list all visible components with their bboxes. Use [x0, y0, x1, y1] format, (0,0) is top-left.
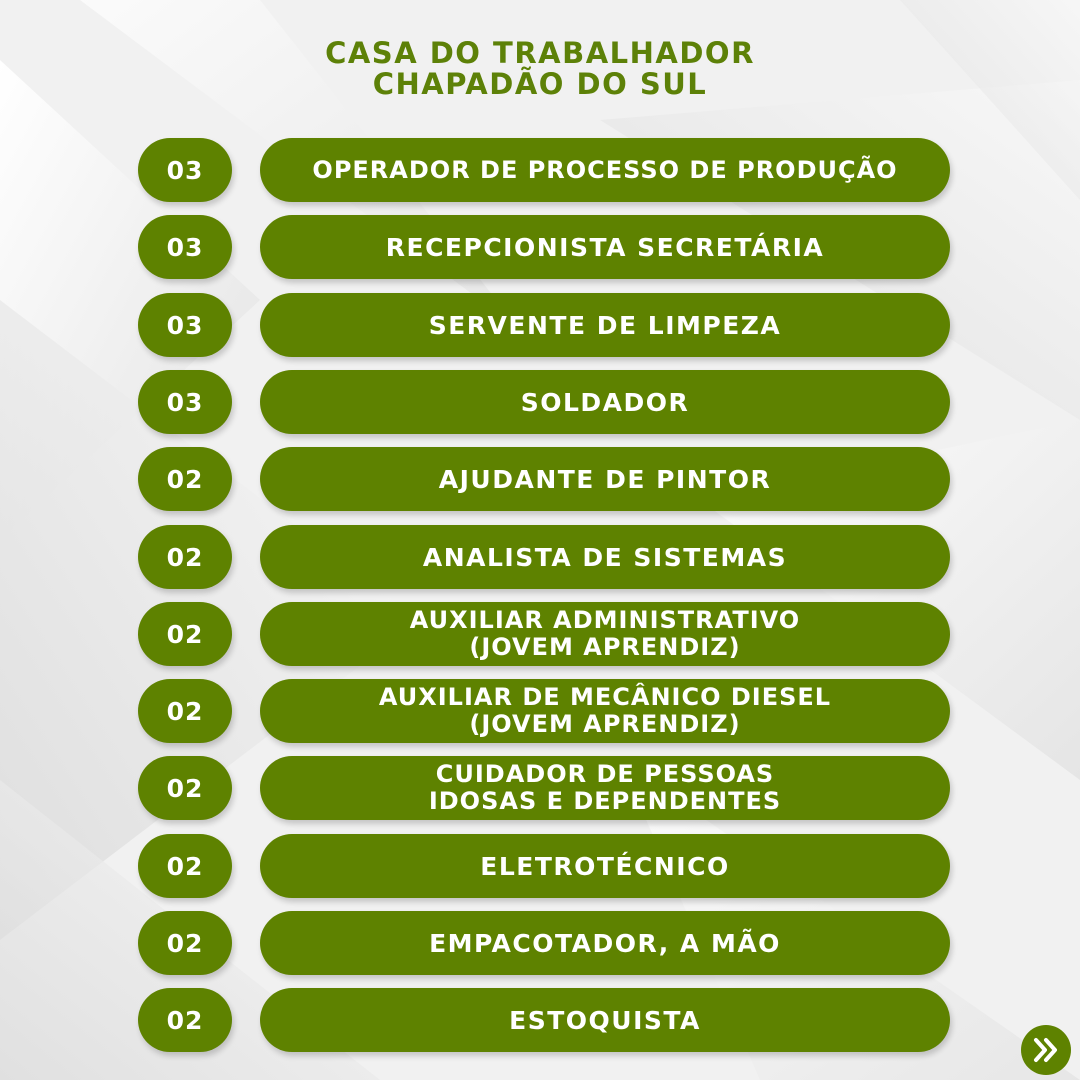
title-line-1: CASA DO TRABALHADOR [325, 36, 755, 70]
job-title-pill [260, 525, 950, 589]
job-row [138, 138, 952, 202]
job-title-line: ESTOQUISTA [509, 1005, 701, 1035]
job-count-badge: 02 [138, 602, 232, 666]
job-row [138, 293, 952, 357]
job-row [138, 834, 952, 898]
title-line-2: CHAPADÃO DO SUL [372, 67, 708, 101]
job-row [138, 525, 952, 589]
job-title-line: ANALISTA DE SISTEMAS [422, 542, 788, 572]
job-title-line: AUXILIAR DE MECÂNICO DIESEL [378, 683, 832, 711]
job-title-pill [260, 293, 950, 357]
job-title-line: SERVENTE DE LIMPEZA [428, 310, 782, 340]
job-title-line: OPERADOR DE PROCESSO DE PRODUÇÃO [312, 155, 898, 184]
job-count-badge: 02 [138, 525, 232, 589]
next-button[interactable] [1021, 1025, 1071, 1075]
job-title-pill [260, 215, 950, 279]
job-count-badge: 02 [138, 988, 232, 1052]
job-row [138, 911, 952, 975]
job-row [138, 679, 952, 743]
job-title-pill [260, 988, 950, 1052]
job-title-line: AUXILIAR ADMINISTRATIVO [409, 606, 801, 634]
job-count-badge: 02 [138, 679, 232, 743]
job-count-badge: 03 [138, 370, 232, 434]
job-count-badge: 02 [138, 447, 232, 511]
job-title-pill [260, 834, 950, 898]
job-title-line: (JOVEM APRENDIZ) [469, 710, 741, 738]
job-row [138, 370, 952, 434]
job-count-badge: 02 [138, 834, 232, 898]
job-count-badge: 03 [138, 293, 232, 357]
job-row [138, 215, 952, 279]
job-title-pill [260, 911, 950, 975]
job-row [138, 602, 952, 666]
job-title-line: EMPACOTADOR, A MÃO [429, 928, 781, 958]
job-title-pill [260, 370, 950, 434]
job-count-badge: 02 [138, 756, 232, 820]
double-chevron-right-icon [1029, 1033, 1063, 1067]
job-title-line: AJUDANTE DE PINTOR [438, 464, 772, 494]
job-row [138, 988, 952, 1052]
job-count-badge: 02 [138, 911, 232, 975]
job-title-line: SOLDADOR [520, 387, 690, 417]
job-title-pill [260, 447, 950, 511]
job-title-pill [260, 756, 950, 820]
job-title-line: RECEPCIONISTA SECRETÁRIA [385, 232, 825, 262]
job-row [138, 756, 952, 820]
job-title-pill [260, 602, 950, 666]
job-count-badge: 03 [138, 215, 232, 279]
job-title-line: ELETROTÉCNICO [480, 851, 730, 881]
job-row [138, 447, 952, 511]
job-title-line: CUIDADOR DE PESSOAS [435, 760, 775, 788]
job-title-line: (JOVEM APRENDIZ) [469, 633, 741, 661]
job-title-pill [260, 679, 950, 743]
job-count-badge: 03 [138, 138, 232, 202]
job-title-pill [260, 138, 950, 202]
job-title-line: IDOSAS E DEPENDENTES [428, 787, 782, 815]
